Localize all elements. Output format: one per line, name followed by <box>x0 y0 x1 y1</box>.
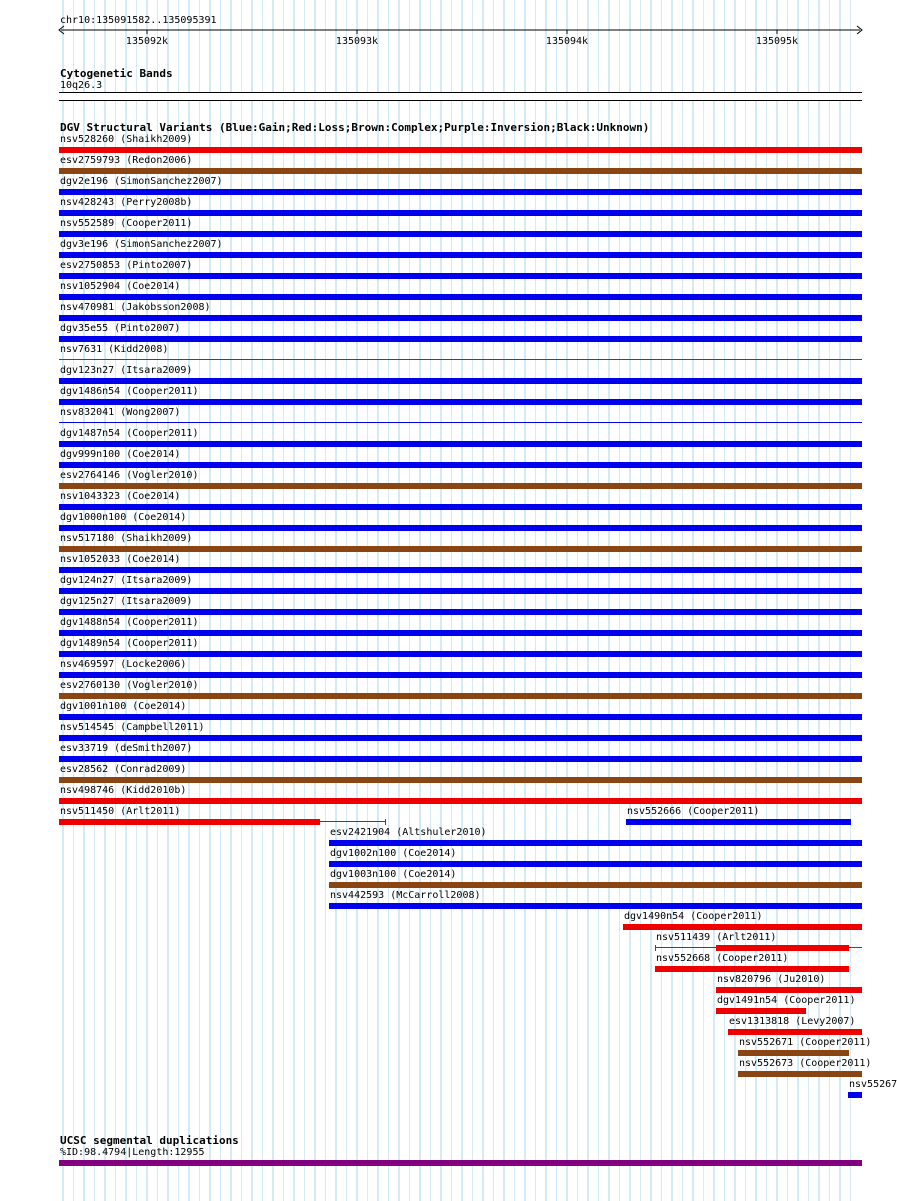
dgv-track-title[interactable]: DGV Structural Variants (Blue:Gain;Red:Loss;Brown:Complex;Purple:Inversion;Black:Unknown) <box>60 121 650 134</box>
variant-label: dgv124n27 (Itsara2009) <box>60 575 193 586</box>
variant-bar[interactable] <box>738 1050 849 1056</box>
variant-label: nsv511450 (Arlt2011) <box>60 806 181 817</box>
variant-label: dgv1000n100 (Coe2014) <box>60 512 187 523</box>
variant-label: nsv498746 (Kidd2010b) <box>60 785 187 796</box>
variant-bar[interactable] <box>655 966 849 972</box>
cytoband-label: 10q26.3 <box>60 80 103 91</box>
variant-bar[interactable] <box>59 819 320 825</box>
variant-label: nsv514545 (Campbell2011) <box>60 722 205 733</box>
variant-bar[interactable] <box>59 798 862 804</box>
variant-bar[interactable] <box>59 147 862 153</box>
variant-bar[interactable] <box>59 168 862 174</box>
variant-label: dgv1486n54 (Cooper2011) <box>60 386 199 397</box>
variant-bar[interactable] <box>623 924 862 930</box>
variant-label: dgv3e196 (SimonSanchez2007) <box>60 239 223 250</box>
variant-label: dgv123n27 (Itsara2009) <box>60 365 193 376</box>
variant-label: nsv528260 (Shaikh2009) <box>60 134 193 145</box>
variant-end-cap <box>385 819 386 825</box>
variant-label: nsv552668 (Cooper2011) <box>656 953 789 964</box>
ruler-tick-label: 135094k <box>545 36 589 47</box>
variant-bar[interactable] <box>59 378 862 384</box>
variant-bar[interactable] <box>626 819 851 825</box>
variant-bar[interactable] <box>59 483 862 489</box>
variant-label: nsv442593 (McCarroll2008) <box>330 890 481 901</box>
variant-label: dgv1490n54 (Cooper2011) <box>624 911 763 922</box>
variant-label: nsv832041 (Wong2007) <box>60 407 181 418</box>
variant-bar[interactable] <box>59 714 862 720</box>
variant-label: esv33719 (deSmith2007) <box>60 743 193 754</box>
variant-bar[interactable] <box>59 273 862 279</box>
variant-label: nsv469597 (Locke2006) <box>60 659 187 670</box>
variant-bar[interactable] <box>59 777 862 783</box>
segdup-label: %ID:98.4794|Length:12955 <box>60 1147 205 1158</box>
variant-label: esv2764146 (Vogler2010) <box>60 470 199 481</box>
variant-label: nsv552589 (Cooper2011) <box>60 218 193 229</box>
variant-bar[interactable] <box>59 359 862 360</box>
variant-label: nsv511439 (Arlt2011) <box>656 932 777 943</box>
variant-label: nsv7631 (Kidd2008) <box>60 344 169 355</box>
variant-bar[interactable] <box>59 422 862 423</box>
variant-label: nsv552671 (Cooper2011) <box>739 1037 872 1048</box>
variant-bar[interactable] <box>59 693 862 699</box>
variant-bar[interactable] <box>59 609 862 615</box>
variant-label: nsv552673 (Cooper2011) <box>739 1058 872 1069</box>
variant-label: esv2759793 (Redon2006) <box>60 155 193 166</box>
variant-bar[interactable] <box>329 861 862 867</box>
ruler-position-label: chr10:135091582..135095391 <box>60 15 217 26</box>
variant-bar[interactable] <box>59 651 862 657</box>
variant-bar[interactable] <box>59 399 862 405</box>
variant-label: nsv1043323 (Coe2014) <box>60 491 181 502</box>
variant-bar[interactable] <box>59 252 862 258</box>
variant-bar[interactable] <box>59 756 862 762</box>
variant-label: dgv1002n100 (Coe2014) <box>330 848 457 859</box>
variant-bar[interactable] <box>59 441 862 447</box>
variant-bar[interactable] <box>738 1071 862 1077</box>
variant-bar[interactable] <box>59 189 862 195</box>
variant-bar[interactable] <box>59 735 862 741</box>
variant-label: esv2750853 (Pinto2007) <box>60 260 193 271</box>
cytoband-bar[interactable] <box>59 92 862 101</box>
ruler[interactable] <box>0 0 890 50</box>
variant-bar[interactable] <box>716 987 862 993</box>
variant-bar[interactable] <box>728 1029 862 1035</box>
variant-label: dgv2e196 (SimonSanchez2007) <box>60 176 223 187</box>
ruler-tick-label: 135093k <box>335 36 379 47</box>
variant-bar[interactable] <box>59 525 862 531</box>
variant-label: nsv517180 (Shaikh2009) <box>60 533 193 544</box>
variant-bar[interactable] <box>59 546 862 552</box>
variant-bar[interactable] <box>59 315 862 321</box>
variant-bar[interactable] <box>329 840 862 846</box>
variant-end-cap <box>655 945 656 951</box>
variant-bar[interactable] <box>59 210 862 216</box>
ruler-tick-label: 135095k <box>755 36 799 47</box>
segdup-track-title[interactable]: UCSC segmental duplications <box>60 1134 239 1147</box>
variant-label: nsv1052904 (Coe2014) <box>60 281 181 292</box>
variant-label: dgv125n27 (Itsara2009) <box>60 596 193 607</box>
variant-label: nsv55267 <box>849 1079 897 1090</box>
variant-bar[interactable] <box>329 903 862 909</box>
variant-label: dgv1491n54 (Cooper2011) <box>717 995 856 1006</box>
variant-bar[interactable] <box>59 504 862 510</box>
variant-label: dgv1489n54 (Cooper2011) <box>60 638 199 649</box>
variant-label: esv2760130 (Vogler2010) <box>60 680 199 691</box>
variant-label: nsv428243 (Perry2008b) <box>60 197 193 208</box>
variant-bar[interactable] <box>329 882 862 888</box>
variant-label: dgv35e55 (Pinto2007) <box>60 323 181 334</box>
variant-label: nsv552666 (Cooper2011) <box>627 806 760 817</box>
variant-label: nsv820796 (Ju2010) <box>717 974 826 985</box>
variant-bar[interactable] <box>848 1092 862 1098</box>
segdup-bar[interactable] <box>59 1160 862 1166</box>
variant-bar[interactable] <box>716 945 849 951</box>
variant-bar[interactable] <box>59 588 862 594</box>
cytoband-track-title[interactable]: Cytogenetic Bands <box>60 67 173 80</box>
variant-label: dgv1001n100 (Coe2014) <box>60 701 187 712</box>
variant-bar[interactable] <box>59 567 862 573</box>
variant-label: dgv1003n100 (Coe2014) <box>330 869 457 880</box>
variant-label: nsv1052033 (Coe2014) <box>60 554 181 565</box>
variant-bar[interactable] <box>716 1008 806 1014</box>
variant-bar[interactable] <box>59 462 862 468</box>
variant-bar[interactable] <box>59 672 862 678</box>
variant-bar[interactable] <box>59 336 862 342</box>
variant-bar-thin[interactable] <box>320 821 385 822</box>
variant-label: dgv1487n54 (Cooper2011) <box>60 428 199 439</box>
variant-label: nsv470981 (Jakobsson2008) <box>60 302 211 313</box>
variant-label: esv28562 (Conrad2009) <box>60 764 187 775</box>
variant-label: dgv999n100 (Coe2014) <box>60 449 181 460</box>
variant-bar[interactable] <box>59 630 862 636</box>
ruler-tick-label: 135092k <box>125 36 169 47</box>
variant-bar[interactable] <box>59 231 862 237</box>
variant-label: dgv1488n54 (Cooper2011) <box>60 617 199 628</box>
variant-label: esv2421904 (Altshuler2010) <box>330 827 487 838</box>
variant-bar[interactable] <box>59 294 862 300</box>
variant-label: esv1313818 (Levy2007) <box>729 1016 856 1027</box>
